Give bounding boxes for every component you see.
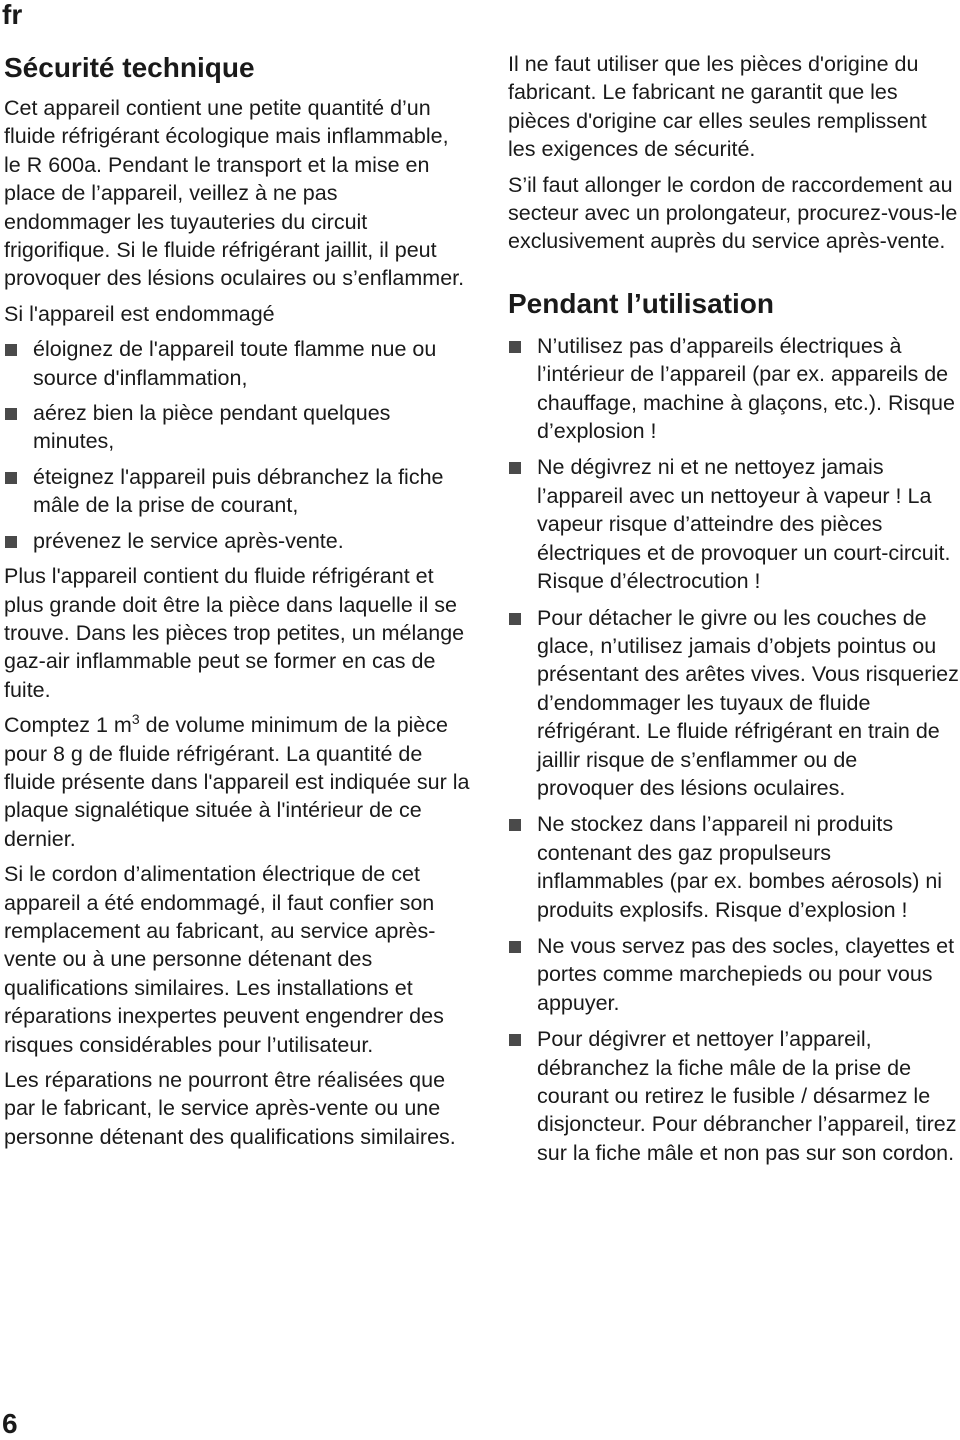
square-bullet-icon: [509, 462, 521, 474]
list-item-text: Ne vous servez pas des socles, clayettes et portes comme marchepieds ou pour vous appuyer.: [537, 933, 955, 1015]
list-item: [4, 463, 470, 520]
square-bullet-icon: [509, 613, 521, 625]
list-item: [508, 932, 960, 1017]
paragraph-if-damaged: Si l'appareil est endommagé: [4, 301, 275, 326]
list-item: [508, 1025, 960, 1167]
list-item-text: Ne stockez dans l’appareil ni produits contenant des gaz propulseurs inflammables (par ex. bombes aérosols) ni produits explosifs. Risque d’explosion !: [537, 812, 943, 922]
paragraph-repairs: Les réparations ne pourront être réalisées que par le fabricant, le service après-vente ou une personne détenant des qualifications similaires.: [4, 1068, 456, 1149]
list-item-text: Pour dégivrer et nettoyer l’appareil, débranchez la fiche mâle de la prise de courant ou retirez le fusible / désarmez le disjoncteur. Pour débrancher l’appareil, tirez sur la fiche mâle et non pas sur son cordon.: [537, 1027, 957, 1165]
list-item: [4, 335, 470, 392]
square-bullet-icon: [5, 472, 17, 484]
list-item-text: Ne dégivrez ni et ne nettoyez jamais l’appareil avec un nettoyeur à vapeur ! La vapeur risque d’atteindre des pièces électriques et de provoquer un court-circuit. Risque d’électrocution !: [537, 455, 951, 594]
square-bullet-icon: [509, 341, 521, 353]
damaged-actions-list: [4, 335, 470, 555]
list-item-text: éteignez l'appareil puis débranchez la fiche mâle de la prise de courant,: [33, 464, 444, 518]
square-bullet-icon: [5, 408, 17, 420]
language-code: fr: [2, 0, 23, 30]
list-item-text: N’utilisez pas d’appareils électriques à l’intérieur de l’appareil (par ex. appareils de chauffage, machine à glaçons, etc.). Risque d’explosion !: [537, 333, 955, 444]
square-bullet-icon: [509, 819, 521, 831]
paragraph-original-parts: Il ne faut utiliser que les pièces d'origine du fabricant. Le fabricant ne garantit que les pièces d'origine car elles seules remplissent les exigences de sécurité.: [508, 52, 927, 162]
square-bullet-icon: [509, 1034, 521, 1046]
list-item: [508, 332, 960, 446]
paragraph-room-size: Plus l'appareil contient du fluide réfrigérant et plus grande doit être la pièce dans laquelle il se trouve. Dans les pièces trop petites, un mélange gaz-air inflammable peut se former en cas de fuite.: [4, 564, 465, 702]
page-number: 6: [2, 1408, 18, 1439]
paragraph-extension-cord: S’il faut allonger le cordon de raccordement au secteur avec un prolongateur, procurez-vous-le exclusivement auprès du service après-vente.: [508, 172, 958, 254]
list-item-text: Pour détacher le givre ou les couches de glace, n’utilisez jamais d’objets pointus ou présentant des arêtes vives. Vous risqueriez d’endommager les tuyaux de fluide réfrigérant. Le fluide réfrigérant en train de jaillir risque de s’enflammer ou de provoquer des lésions oculaires.: [537, 605, 959, 800]
left-column: [4, 50, 470, 1158]
paragraph-power-cord: Si le cordon d’alimentation électrique de cet appareil a été endommagé, il faut confier son remplacement au fabricant, au service après-vente ou à une personne détenant des qualifications similaires. Les installations et réparations inexpertes peuvent engendrer des risques considérables pour l’utilisateur.: [4, 862, 444, 1057]
list-item: [4, 527, 470, 555]
list-item: [508, 453, 960, 595]
volume-rule-text-end: de volume minimum de la pièce pour 8 g de fluide réfrigérant. La quantité de fluide présente dans l'appareil est indiquée sur la plaque signalétique située à l'intérieur de ce dernier.: [4, 713, 470, 851]
list-item-text: éloignez de l'appareil toute flamme nue ou source d'inflammation,: [33, 337, 437, 390]
square-bullet-icon: [5, 344, 17, 356]
list-item-text: prévenez le service après-vente.: [33, 528, 344, 553]
list-item-text: aérez bien la pièce pendant quelques minutes,: [33, 401, 391, 454]
square-bullet-icon: [5, 536, 17, 548]
usage-warnings-list: [508, 332, 960, 1167]
list-item: [508, 810, 960, 924]
superscript-3: 3: [131, 711, 140, 728]
square-bullet-icon: [509, 941, 521, 953]
section-title-technical-safety: Sécurité technique: [4, 52, 255, 83]
volume-rule-text-start: Comptez 1 m: [4, 713, 132, 738]
section-title-during-use: Pendant l’utilisation: [508, 287, 775, 319]
list-item: [4, 399, 470, 456]
right-column: [508, 50, 960, 1175]
list-item: [508, 604, 960, 803]
paragraph-volume-rule: [4, 711, 470, 853]
paragraph-refrigerant-intro: Cet appareil contient une petite quantité d’un fluide réfrigérant écologique mais inflammable, le R 600a. Pendant le transport et la mise en place de l’appareil, veillez à ne pas endommager les tuyauteries du circuit frigorifique. Si le fluide réfrigérant jaillit, il peut provoquer des lésions oculaires ou s’enflammer.: [4, 96, 465, 291]
